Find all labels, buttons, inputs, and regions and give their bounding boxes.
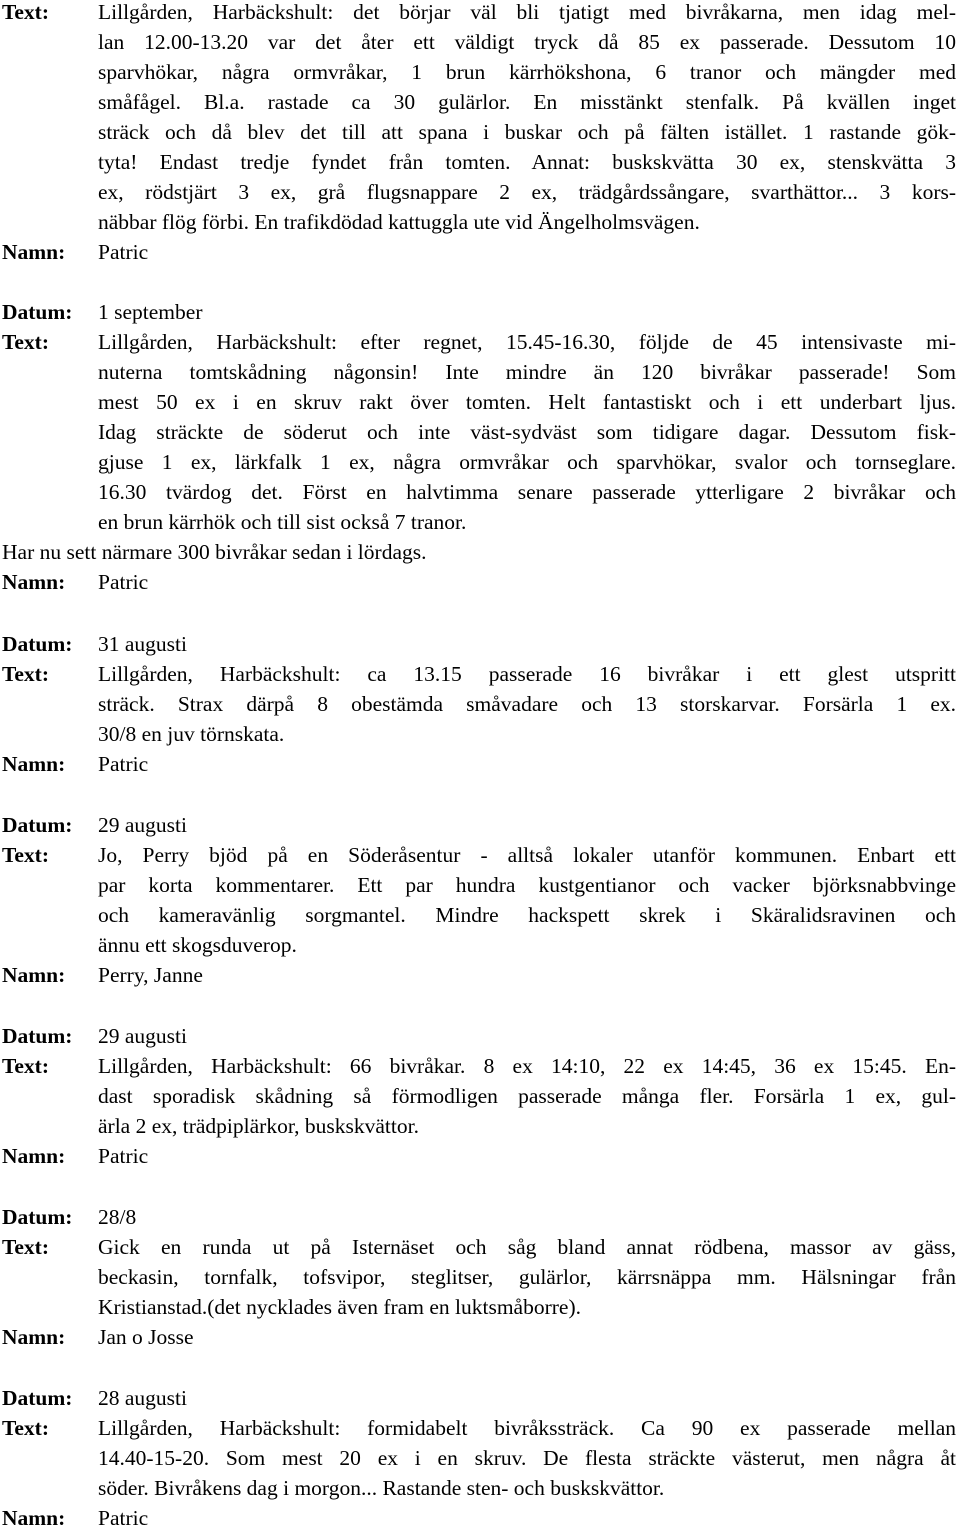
- entry-date: 1 september: [98, 300, 203, 324]
- entry-date: 28 augusti: [98, 1386, 187, 1410]
- text-line: dast sporadisk skådning så förmodligen passerade många fler. Forsärla 1 ex, gul-: [98, 1084, 956, 1108]
- text-line: Kristianstad.(det nycklades även fram en luktsmåborre).: [98, 1295, 581, 1319]
- text-label: Text:: [2, 843, 49, 867]
- text-line: och kameravänlig sorgmantel. Mindre hackspett skrek i Skäralidsravinen och: [98, 903, 956, 927]
- namn-label: Namn:: [2, 1144, 66, 1168]
- text-line: Jo, Perry bjöd på en Söderåsentur - alltså lokaler utanför kommunen. Enbart ett: [98, 843, 956, 867]
- namn-label: Namn:: [2, 1506, 66, 1530]
- namn-label: Namn:: [2, 752, 66, 776]
- author-name: Patric: [98, 570, 149, 594]
- text-line: ärla 2 ex, trädpiplärkor, buskskvättor.: [98, 1114, 419, 1138]
- datum-label: Datum:: [2, 1386, 73, 1410]
- text-line: mest 50 ex i en skruv rakt över tomten. Helt fantastiskt och i ett underbart ljus.: [98, 390, 956, 414]
- text-line: sparvhökar, några ormvråkar, 1 brun kärrhökshona, 6 tranor och mängder med: [98, 60, 956, 84]
- author-name: Perry, Janne: [98, 963, 203, 987]
- text-line: näbbar flög förbi. En trafikdödad kattuggla ute vid Ängelholmsvägen.: [98, 210, 700, 234]
- text-line: Lillgården, Harbäckshult: formidabelt bivråkssträck. Ca 90 ex passerade mellan: [98, 1416, 956, 1440]
- datum-label: Datum:: [2, 632, 73, 656]
- entry-date: 28/8: [98, 1205, 137, 1229]
- text-line: nuterna tomtskådning någonsin! Inte mindre än 120 bivråkar passerade! Som: [98, 360, 956, 384]
- text-line: gjuse 1 ex, lärkfalk 1 ex, några ormvråkar och sparvhökar, svalor och tornseglare.: [98, 450, 956, 474]
- text-line: en brun kärrhök och till sist också 7 tranor.: [98, 510, 467, 534]
- text-label: Text:: [2, 0, 49, 24]
- text-line: Har nu sett närmare 300 bivråkar sedan i lördags.: [2, 540, 427, 564]
- datum-label: Datum:: [2, 813, 73, 837]
- text-line: Lillgården, Harbäckshult: ca 13.15 passerade 16 bivråkar i ett glest utspritt: [98, 662, 956, 686]
- text-line: tyta! Endast tredje fyndet från tomten. Annat: buskskvätta 30 ex, stenskvätta 3: [98, 150, 956, 174]
- text-line: beckasin, tornfalk, tofsvipor, steglitser, gulärlor, kärrsnäppa mm. Hälsningar från: [98, 1265, 956, 1289]
- text-line: 16.30 tvärdog det. Först en halvtimma senare passerade ytterligare 2 bivråkar och: [98, 480, 956, 504]
- namn-label: Namn:: [2, 963, 66, 987]
- entry-date: 29 augusti: [98, 813, 187, 837]
- text-label: Text:: [2, 330, 49, 354]
- namn-label: Namn:: [2, 240, 66, 264]
- text-line: söder. Bivråkens dag i morgon... Rastande sten- och buskskvättor.: [98, 1476, 665, 1500]
- text-line: Lillgården, Harbäckshult: 66 bivråkar. 8 ex 14:10, 22 ex 14:45, 36 ex 15:45. En-: [98, 1054, 956, 1078]
- text-line: Lillgården, Harbäckshult: det börjar väl bli tjatigt med bivråkarna, men idag mel-: [98, 0, 956, 24]
- text-line: Idag sträckte de söderut och inte väst-sydväst som tidigare dagar. Dessutom fisk-: [98, 420, 956, 444]
- text-label: Text:: [2, 1235, 49, 1259]
- namn-label: Namn:: [2, 1325, 66, 1349]
- text-line: 30/8 en juv törnskata.: [98, 722, 285, 746]
- text-label: Text:: [2, 662, 49, 686]
- text-label: Text:: [2, 1416, 49, 1440]
- author-name: Jan o Josse: [98, 1325, 194, 1349]
- text-line: 14.40-15-20. Som mest 20 ex i en skruv. De flesta sträckte västerut, men några åt: [98, 1446, 956, 1470]
- text-line: Gick en runda ut på Isternäset och såg bland annat rödbena, massor av gäss,: [98, 1235, 956, 1259]
- author-name: Patric: [98, 752, 149, 776]
- namn-label: Namn:: [2, 570, 66, 594]
- text-line: Lillgården, Harbäckshult: efter regnet, 15.45-16.30, följde de 45 intensivaste mi-: [98, 330, 956, 354]
- author-name: Patric: [98, 1144, 149, 1168]
- entry-date: 31 augusti: [98, 632, 187, 656]
- text-line: småfågel. Bl.a. rastade ca 30 gulärlor. En misstänkt stenfalk. På kvällen inget: [98, 90, 956, 114]
- text-line: par korta kommentarer. Ett par hundra kustgentianor och vacker björksnabbvinge: [98, 873, 956, 897]
- entry-date: 29 augusti: [98, 1024, 187, 1048]
- text-line: sträck och då blev det till att spana i buskar och på fälten istället. 1 rastande gök-: [98, 120, 956, 144]
- author-name: Patric: [98, 240, 149, 264]
- text-label: Text:: [2, 1054, 49, 1078]
- text-line: lan 12.00-13.20 var det åter ett väldigt tryck då 85 ex passerade. Dessutom 10: [98, 30, 956, 54]
- text-line: ännu ett skogsduverop.: [98, 933, 297, 957]
- author-name: Patric: [98, 1506, 149, 1530]
- text-line: sträck. Strax därpå 8 obestämda småvadare och 13 storskarvar. Forsärla 1 ex.: [98, 692, 956, 716]
- text-line: ex, rödstjärt 3 ex, grå flugsnappare 2 ex, trädgårdssångare, svarthättor... 3 kors-: [98, 180, 956, 204]
- datum-label: Datum:: [2, 1024, 73, 1048]
- datum-label: Datum:: [2, 1205, 73, 1229]
- datum-label: Datum:: [2, 300, 73, 324]
